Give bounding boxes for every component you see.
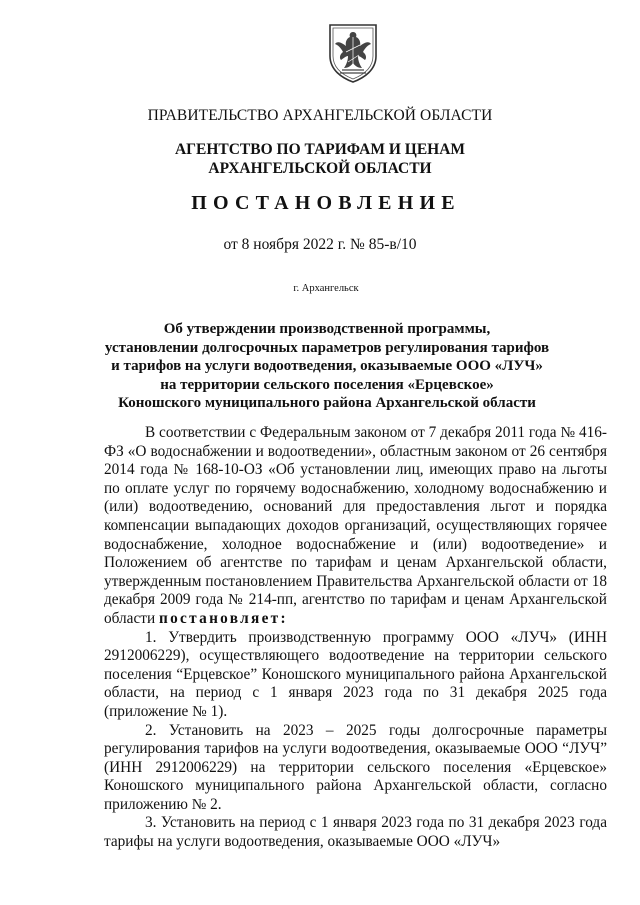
city-name: г. Архангельск <box>293 283 359 294</box>
title-line: установлении долгосрочных параметров регулирования тарифов <box>104 339 550 356</box>
preamble-paragraph <box>104 424 607 629</box>
item-paragraph-3: 3. Установить на период с 1 января 2023 года по 31 декабря 2023 года тарифы на услуги водоотведения, оказываемые ООО «ЛУЧ» <box>104 814 607 851</box>
document-type-heading: ПОСТАНОВЛЕНИЕ <box>191 192 461 214</box>
decree-word: постановляет: <box>158 609 288 627</box>
preamble-text: В соответствии с Федеральным законом от 7 декабря 2011 года № 416-ФЗ «О водоснабжении и водоотведении», областным законом от 26 сентября 2014 года № 168-10-ОЗ «Об установлении лиц, имеющих право на льготы по оплате услуг по горячему водоснабжению, холодному водоснабжению и (или) водоотведению, оснований для предоставления льгот и порядка компенсации выпадающих доходов организаций, осуществляющих горячее водоснабжение, холодное водоснабжение и (или) водоотведение» и Положением об агентстве по тарифам и ценам Архангельской области, утвержденным постановлением Правительства Архангельской области от 18 декабря 2009 года № 214-пп, агентство по тарифам и ценам Архангельской области <box>104 424 607 627</box>
government-name: ПРАВИТЕЛЬСТВО АРХАНГЕЛЬСКОЙ ОБЛАСТИ <box>147 107 493 124</box>
item-paragraph-2: 2. Установить на 2023 – 2025 годы долгосрочные параметры регулирования тарифов на услуги водоотведения, оказываемые ООО “ЛУЧ” (ИНН 2912006229) на территории сельского поселения «Ерцевское» Коношского муниципального района Архангельской области, согласно приложению № 2. <box>104 721 607 813</box>
item-paragraph-1: 1. Утвердить производственную программу ООО «ЛУЧ» (ИНН 2912006229), осуществляющего водоотведение на территории сельского поселения “Ерцевское” Коношского муниципального района Архангельской области, на период с 1 января 2023 года по 31 декабря 2025 года (приложение № 1). <box>104 628 607 720</box>
date-and-number: от 8 ноября 2022 г. № 85-в/10 <box>223 236 417 253</box>
agency-name <box>0 140 640 178</box>
document-title <box>0 320 640 413</box>
title-line: на территории сельского поселения «Ерцевское» <box>160 376 494 393</box>
coat-of-arms-emblem <box>326 22 380 84</box>
title-line: и тарифов на услуги водоотведения, оказываемые ООО «ЛУЧ» <box>111 358 543 375</box>
title-line: Коношского муниципального района Архангельской области <box>118 395 536 412</box>
agency-line: АГЕНТСТВО ПО ТАРИФАМ И ЦЕНАМ <box>174 141 466 158</box>
agency-line: АРХАНГЕЛЬСКОЙ ОБЛАСТИ <box>208 160 432 177</box>
document-body <box>104 424 607 852</box>
title-line: Об утверждении производственной программы, <box>163 321 491 337</box>
